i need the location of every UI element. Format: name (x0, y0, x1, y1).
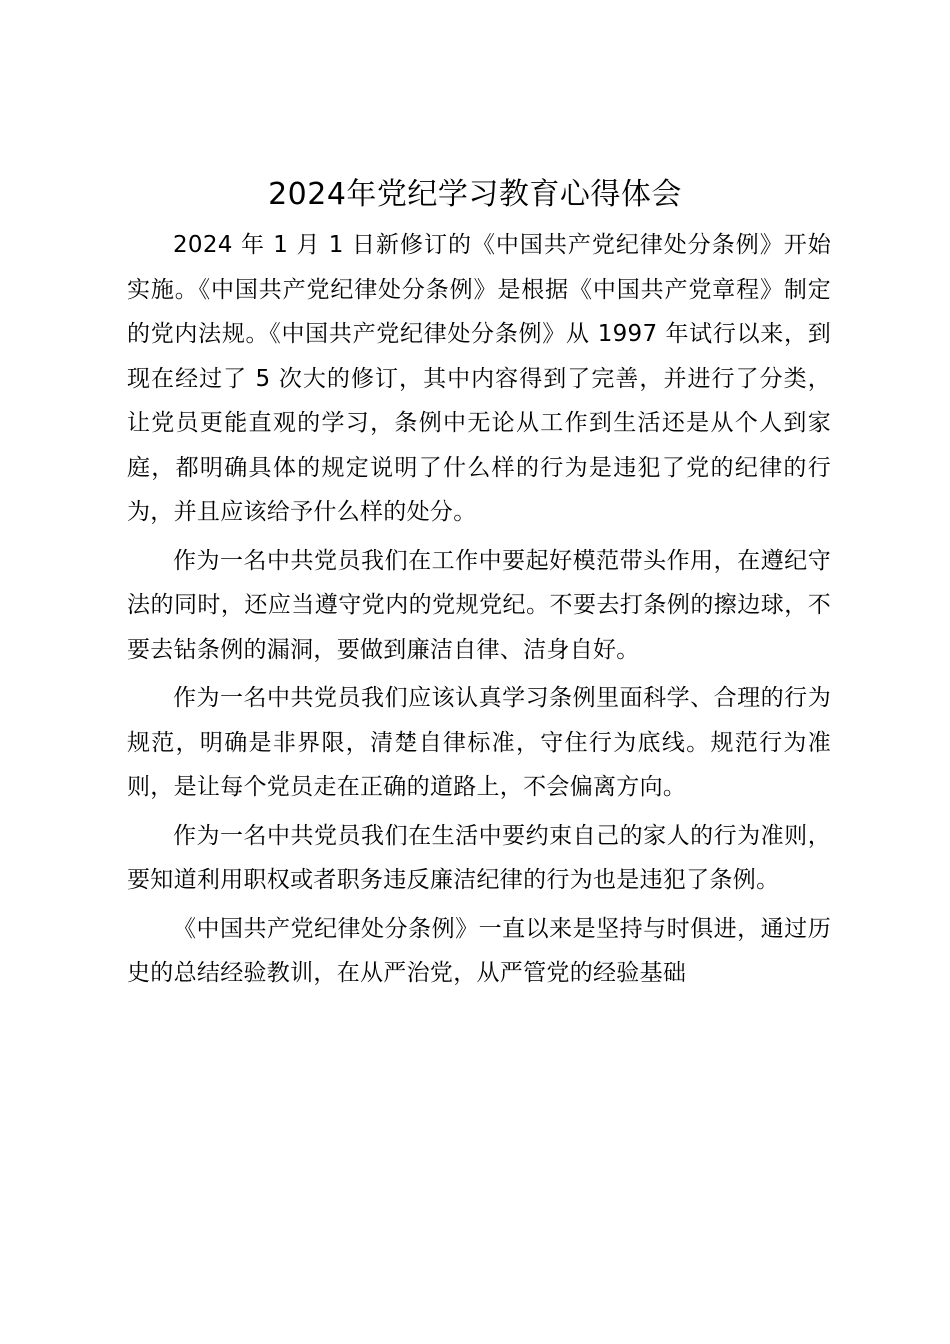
document-body (127, 223, 831, 1000)
paragraph-5: 《中国共产党纪律处分条例》一直以来是坚持与时俱进，通过历史的总结经验教训，在从严治党，从严管党的经验基础 (127, 915, 831, 986)
paragraph-3: 作为一名中共党员我们应该认真学习条例里面科学、合理的行为规范，明确是非界限，清楚自律标准，守住行为底线。规范行为准则，是让每个党员走在正确的道路上，不会偏离方向。 (127, 685, 831, 800)
paragraph-2: 作为一名中共党员我们在工作中要起好模范带头作用，在遵纪守法的同时，还应当遵守党内的党规党纪。不要去打条例的擦边球，不要去钻条例的漏洞，要做到廉洁自律、洁身自好。 (127, 547, 831, 663)
paragraph-4: 作为一名中共党员我们在生活中要约束自己的家人的行为准则，要知道利用职权或者职务违反廉洁纪律的行为也是违犯了条例。 (127, 822, 831, 893)
document-title: 2024年党纪学习教育心得体会 (268, 177, 682, 212)
paragraph-1: 2024 年 1 月 1 日新修订的《中国共产党纪律处分条例》开始实施。《中国共产党纪律处分条例》是根据《中国共产党章程》制定的党内法规。《中国共产党纪律处分条例》从 1997 年试行以来，到现在经过了 5 次大的修订，其中内容得到了完善，并进行了分类，让党员更能直观的学习，条例中无论从工作到生活还是从个人到家庭，都明确具体的规定说明了什么样的行为是违犯了党的纪律的行为，并且应该给予什么样的处分。 (127, 232, 831, 525)
